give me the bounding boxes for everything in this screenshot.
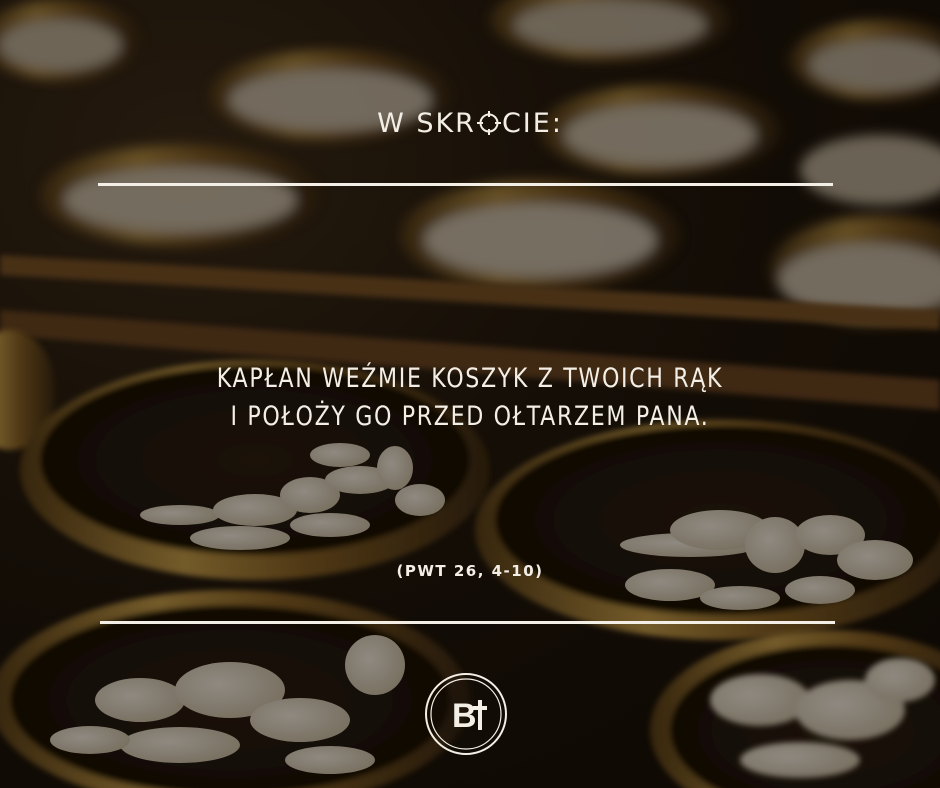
heading-text-end: CIE: — [501, 108, 563, 139]
scripture-quote — [85, 360, 856, 436]
svg-text:B: B — [452, 697, 477, 735]
divider-top — [98, 183, 833, 186]
heading — [0, 108, 940, 139]
quote-line-2: I POŁOŻY GO PRZED OŁTARZEM PANA. — [230, 401, 710, 432]
brand-logo — [424, 672, 508, 756]
heading-text-start: W SKR — [377, 108, 476, 139]
divider-bottom — [100, 621, 835, 624]
quote-line-1: KAPŁAN WEŹMIE KOSZYK Z TWOICH RĄK — [216, 363, 724, 394]
scripture-reference: (PWT 26, 4-10) — [396, 562, 544, 580]
crosshair-icon — [477, 111, 501, 135]
